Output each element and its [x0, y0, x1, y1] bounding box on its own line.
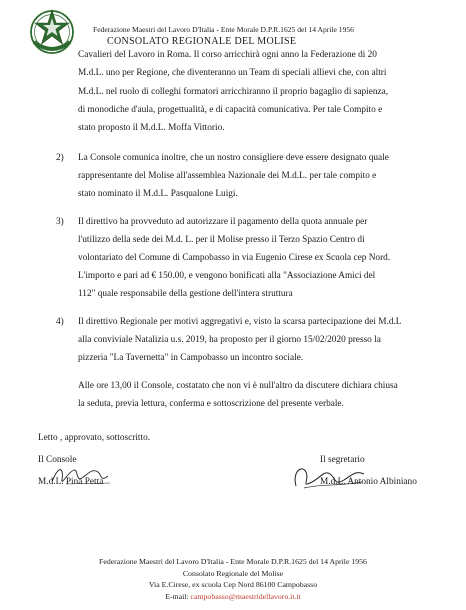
federation-logo [27, 6, 77, 56]
header-consolato: CONSOLATO REGIONALE DEL MOLISE [107, 36, 297, 47]
intro-line: stato proposto il M.d.L. Moffa Vittorio. [78, 123, 225, 133]
footer-address: Via E.Cirese, ex scuola Cep Nord 86100 Campobasso [148, 580, 318, 589]
secretary-title: Il segretario [320, 455, 365, 465]
item-line: 112" quale responsabile della gestione dell'intera struttura [78, 289, 293, 299]
item-line: alla conviviale Natalizia u.s. 2019, ha proposto per il giorno 15/02/2020 presso la [78, 335, 381, 345]
item-number: 3) [56, 217, 64, 227]
intro-line: M.d.L. uno per Regione, che diventeranno un Team di speciali allievi che, con altri [78, 68, 387, 78]
console-signature [48, 462, 118, 488]
secretary-signature [290, 462, 368, 490]
footer-email-link[interactable]: campobasso@maestridellavoro.it.it [190, 591, 301, 601]
item-line: rappresentante del Molise all'assemblea Nazionale dei M.d.L. per tale compito e [78, 171, 377, 181]
item-line: Il direttivo ha provveduto ad autorizzare il pagamento della quota annuale per [78, 217, 368, 227]
closing-line: Alle ore 13,00 il Console, costatato che non vi è null'altro da discutere dichiara chiusa [78, 381, 398, 391]
approval-line: Letto , approvato, sottoscritto. [38, 433, 151, 443]
item-line: Il direttivo Regionale per motivi aggregativi e, visto la scarsa partecipazione dei M.d.L [78, 317, 402, 327]
item-line: pizzeria "La Tavernetta" in Campobasso un incontro sociale. [78, 353, 304, 363]
footer [0, 556, 466, 602]
item-line: l'utilizzo della sede dei M.d. L. per il Molise presso il Terzo Spazio Centro di [78, 235, 365, 245]
item-number: 2) [56, 153, 64, 163]
header-federation: Federazione Maestri del Lavoro D'Italia - Ente Morale D.P.R.1625 del 14 Aprile 1956 [93, 25, 354, 34]
footer-consolato: Consolato Regionale del Molise [182, 568, 284, 578]
intro-line: di monodiche d'aula, progettualità, e di capacità comunicativa. Per tale Compito e [78, 105, 383, 115]
intro-line: Cavalieri del Lavoro in Roma. Il corso arricchirà ogni anno la Federazione di 20 [78, 50, 377, 60]
secretary-name: M.d.L. Antonio Albiniano [320, 477, 417, 487]
footer-email-row [0, 591, 466, 603]
console-title: Il Console [38, 455, 77, 465]
closing-line: la seduta, previa lettura, conferma e sottoscrizione del presente verbale. [78, 399, 344, 409]
item-line: La Console comunica inoltre, che un nostro consigliere deve essere designato quale [78, 153, 389, 163]
console-name: M.d.L. Pina Petta [38, 477, 104, 487]
intro-line: M.d.L. nel ruolo di colleghi formatori arricchiranno il proprio bagaglio di sapienza, [78, 87, 389, 97]
footer-email-label: E-mail: [165, 591, 189, 601]
item-line: volontariato del Comune di Campobasso in via Eugenio Cirese ex Scuola cep Nord. [78, 253, 391, 263]
item-number: 4) [56, 317, 64, 327]
item-line: stato nominato il M.d.L. Pasqualone Luigi. [78, 189, 238, 199]
footer-federation: Federazione Maestri del Lavoro D'Italia - Ente Morale D.P.R.1625 del 14 Aprile 1956 [99, 557, 367, 566]
item-line: L'importo e pari ad € 150.00, e vengono bonificati alla "Associazione Amici del [78, 271, 376, 281]
